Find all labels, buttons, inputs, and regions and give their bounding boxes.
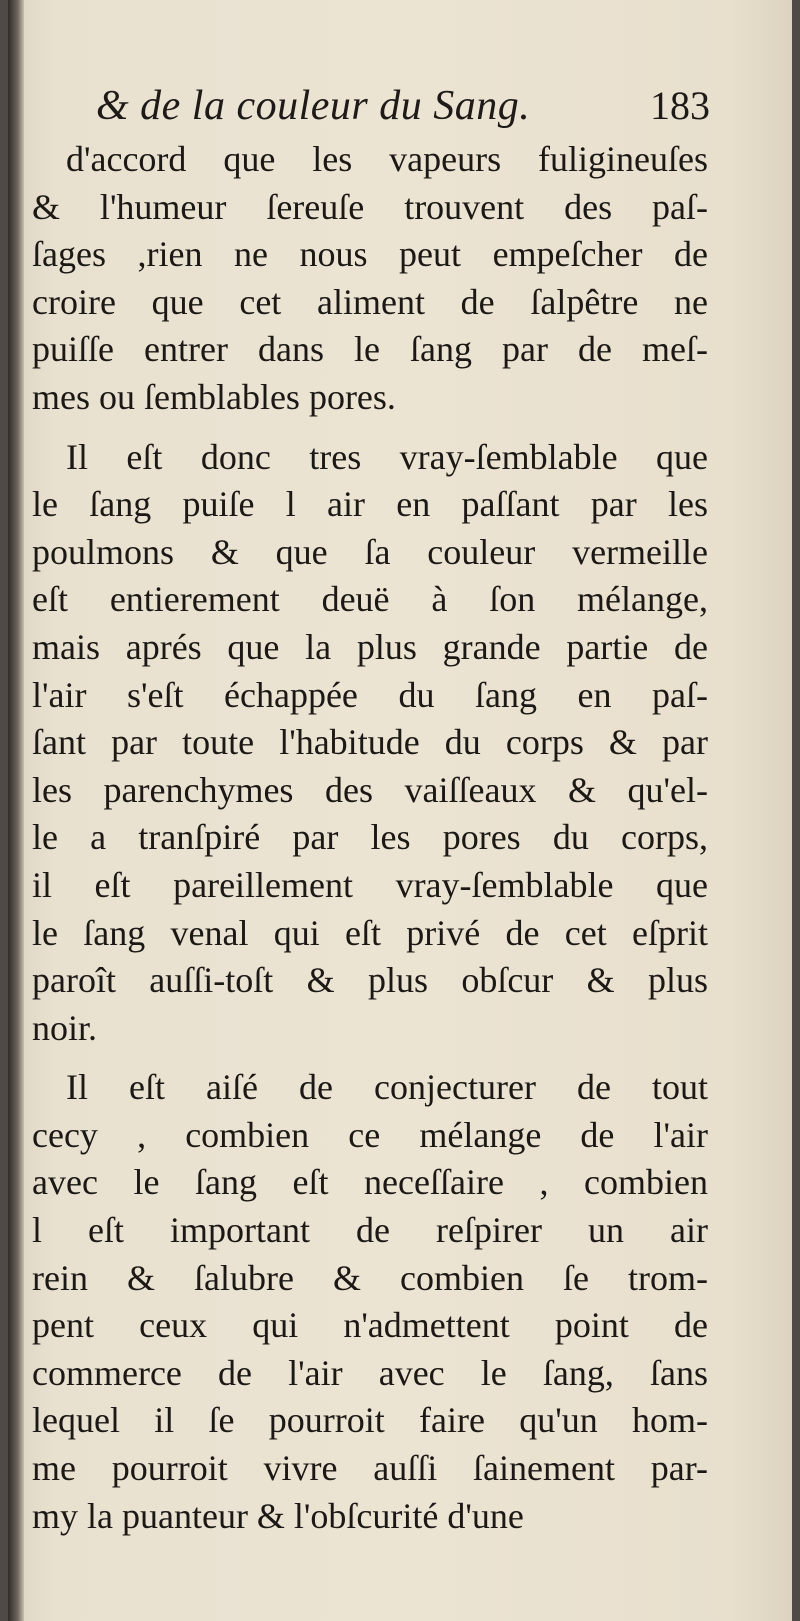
text-line: avec le ſang eſt neceſſaire , combien (32, 1162, 708, 1203)
text-line: lequel il ſe pourroit faire qu'un hom- (32, 1400, 708, 1441)
text-line: ſages ,rien ne nous peut empeſcher de (32, 234, 708, 275)
text-line: eſt entierement deuë à ſon mélange, (32, 579, 708, 620)
text-line: les parenchymes des vaiſſeaux & qu'el- (32, 769, 708, 810)
text-line: ſant par toute l'habitude du corps & par (32, 722, 708, 763)
text-line: my la puanteur & l'obſcurité d'une (32, 1495, 524, 1536)
book-spine-shadow (8, 0, 24, 1621)
text-line: le ſang venal qui eſt privé de cet eſprit (32, 912, 708, 953)
text-line: Il eſt donc tres vray-ſemblable que (66, 436, 708, 477)
text-line: l'air s'eſt échappée du ſang en paſ- (32, 674, 708, 715)
text-line: mais aprés que la plus grande partie de (32, 626, 708, 667)
text-line: d'accord que les vapeurs fuligineuſes (66, 139, 708, 179)
text-line: poulmons & que ſa couleur vermeille (32, 531, 708, 572)
paragraph (32, 136, 708, 422)
body-text (32, 136, 708, 1540)
text-line: le ſang puiſe l air en paſſant par les (32, 484, 708, 525)
text-line: cecy , combien ce mélange de l'air (32, 1114, 708, 1155)
paragraph (32, 434, 708, 1053)
paragraph-gap (32, 1052, 708, 1064)
text-line: me pourroit vivre auſſi ſainement par- (32, 1448, 708, 1489)
text-line: il eſt pareillement vray-ſemblable que (32, 864, 708, 905)
text-line: puiſſe entrer dans le ſang par de meſ- (32, 329, 708, 370)
text-line: noir. (32, 1007, 98, 1048)
text-line: le a tranſpiré par les pores du corps, (32, 817, 708, 858)
text-line: & l'humeur ſereuſe trouvent des paſ- (32, 186, 708, 227)
text-line: croire que cet aliment de ſalpêtre ne (32, 281, 708, 322)
page-header (90, 82, 710, 134)
text-line: paroît auſſi-toſt & plus obſcur & plus (32, 960, 708, 1001)
text-line: mes ou ſemblables pores. (32, 376, 396, 417)
running-title: & de la couleur du Sang. (96, 83, 531, 129)
text-line: l eſt important de reſpirer un air (32, 1210, 708, 1251)
book-page (8, 0, 792, 1621)
paragraph (32, 1064, 708, 1540)
text-line: commerce de l'air avec le ſang, ſans (32, 1352, 708, 1393)
text-line: rein & ſalubre & combien ſe trom- (32, 1257, 708, 1298)
text-line: Il eſt aiſé de conjecturer de tout (66, 1067, 708, 1108)
page-number: 183 (650, 83, 710, 128)
text-line: pent ceux qui n'admettent point de (32, 1305, 708, 1346)
paragraph-gap (32, 422, 708, 434)
